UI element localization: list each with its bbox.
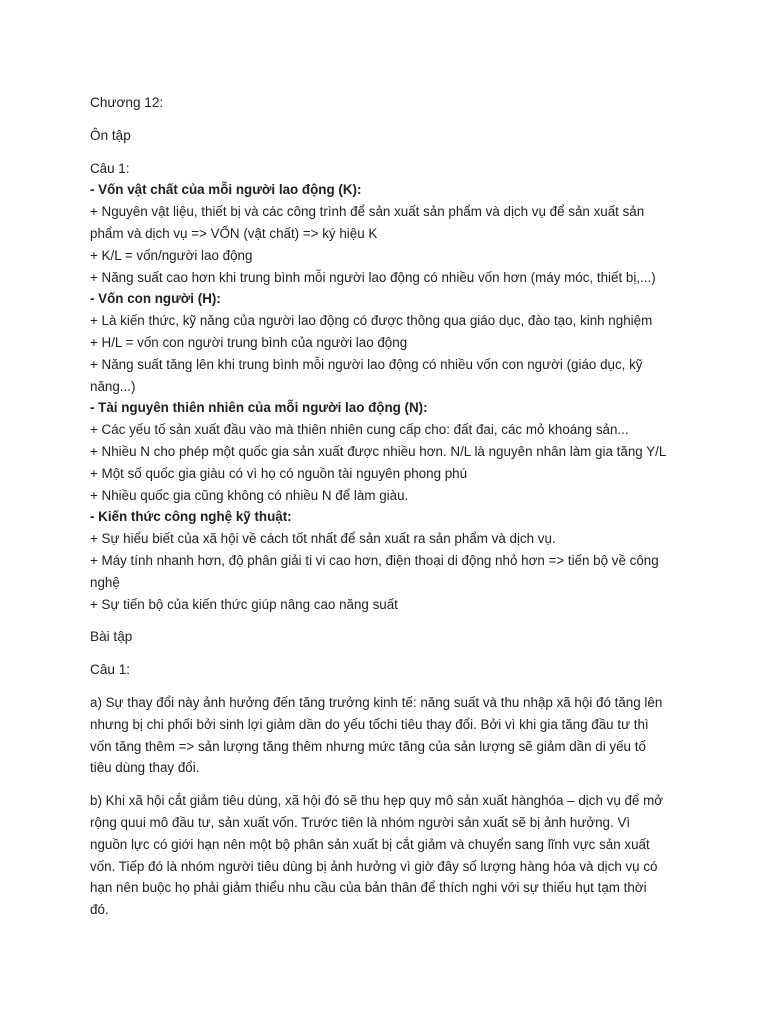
text-line: vốn tăng thêm => sản lượng tăng thêm nhưng mức tăng của sản lượng sẽ giảm dần di yếu tố — [90, 738, 646, 754]
section-technology-title: - Kiến thức công nghệ kỹ thuật: — [90, 509, 292, 525]
text-line: b) Khi xã hội cắt giảm tiêu dùng, xã hội đó sẽ thu hẹp quy mô sản xuất hànghóa – dịch vụ để mở — [90, 793, 664, 809]
exercise-question-label: Câu 1: — [90, 662, 131, 678]
text-line: + Máy tính nhanh hơn, độ phân giải ti vi cao hơn, điện thoại di động nhỏ hơn => tiến bộ về công — [90, 552, 659, 568]
text-line: + Nguyên vật liệu, thiết bị và các công trình để sản xuất sản phẩm và dịch vụ để sản xuất sản — [90, 204, 645, 220]
section-capital-k-title: - Vốn vật chất của mỗi người lao động (K): — [90, 182, 362, 198]
text-line: năng...) — [90, 378, 136, 394]
text-line: đó. — [90, 902, 109, 918]
text-line: + Là kiến thức, kỹ năng của người lao động có được thông qua giáo dục, đào tạo, kinh nghiệm — [90, 313, 653, 329]
text-line: + Sự tiến bộ của kiến thức giúp nâng cao năng suất — [90, 596, 398, 612]
review-question-1 — [90, 158, 690, 616]
text-line: + Năng suất cao hơn khi trung bình mỗi người lao động có nhiều vốn hơn (máy móc, thiết bị,...) — [90, 269, 656, 285]
text-line: nghệ — [90, 574, 120, 590]
text-line: + Nhiều N cho phép một quốc gia sản xuất được nhiều hơn. N/L là nguyên nhân làm gia tăng Y/L — [90, 443, 667, 459]
text-line: + Một số quốc gia giàu có vì họ có nguồn tài nguyên phong phú — [90, 465, 468, 481]
text-line: + Năng suất tăng lên khi trung bình mỗi người lao động có nhiều vốn con người (giáo dục, kỹ — [90, 356, 643, 372]
text-line: a) Sự thay đổi này ảnh hưởng đến tăng trưởng kinh tế: năng suất và thu nhập xã hội đó tăng lên — [90, 694, 663, 710]
text-line: + H/L = vốn con người trung bình của người lao động — [90, 334, 408, 350]
text-line: + Các yếu tố sản xuất đầu vào mà thiên nhiên cung cấp cho: đất đai, các mỏ khoáng sản... — [90, 422, 629, 438]
section-human-capital-h-title: - Vốn con người (H): — [90, 291, 221, 307]
section-review-heading: Ôn tập — [90, 127, 131, 143]
text-line: vốn. Tiếp đó là nhóm người tiêu dùng bị ảnh hưởng vì giờ đây số lượng hàng hóa và dịch vụ có — [90, 858, 658, 874]
text-line: hạn nên buộc họ phải giảm thiểu nhu cầu của bản thân để thích nghi với sự thiếu hụt tạm thời — [90, 880, 647, 896]
chapter-title: Chương 12: — [90, 95, 164, 110]
question-label: Câu 1: — [90, 160, 130, 176]
exercise-paragraph-a — [90, 692, 690, 779]
text-line: + K/L = vốn/người lao động — [90, 247, 253, 263]
text-line: tiêu dùng thay đổi. — [90, 760, 200, 776]
text-line: rộng quui mô đầu tư, sản xuất vốn. Trước tiên là nhóm người sản xuất sẽ bị ảnh hưởng. Vì — [90, 814, 631, 830]
exercise-paragraph-b — [90, 790, 690, 921]
text-line: nhưng bị chi phối bởi sinh lợi giảm dần do yếu tốchi tiêu thay đổi. Bởi vì khi gia tăng đầu tư thì — [90, 716, 649, 732]
text-line: + Sự hiểu biết của xã hội về cách tốt nhất để sản xuất ra sản phẩm và dịch vụ. — [90, 531, 556, 547]
text-line: nguồn lực có giới hạn nên một bộ phân sản xuất bị cắt giảm và chuyển sang lĩnh vực sản xuất — [90, 836, 650, 852]
document-page — [90, 92, 690, 921]
text-line: + Nhiều quốc gia cũng không có nhiều N để làm giàu. — [90, 487, 409, 503]
section-exercise-heading: Bài tập — [90, 629, 133, 645]
section-natural-resources-n-title: - Tài nguyên thiên nhiên của mỗi người lao động (N): — [90, 400, 428, 416]
text-line: phẩm và dịch vụ => VỐN (vật chất) => ký hiệu K — [90, 225, 378, 241]
